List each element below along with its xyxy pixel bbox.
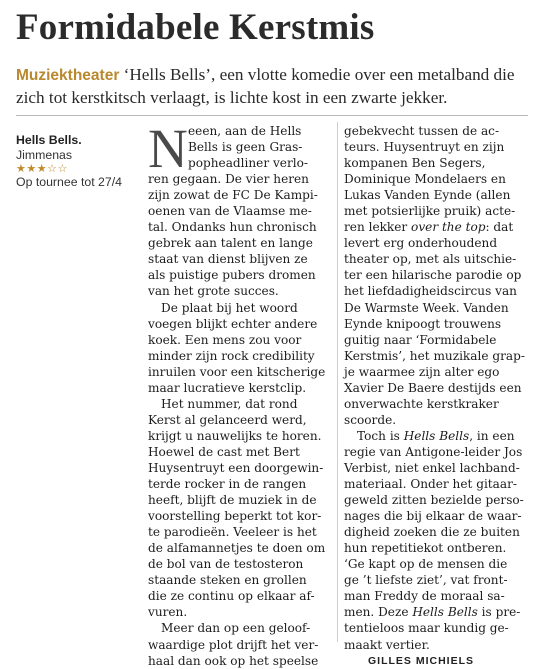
- body-line: [148, 203, 330, 219]
- text-run: theater op, met als uitschie-: [344, 252, 517, 267]
- body-line: [344, 572, 530, 588]
- body-line: [148, 348, 330, 364]
- body-line: [344, 620, 530, 636]
- text-run: scoorde.: [344, 412, 397, 427]
- text-run: als puistige pubers dromen: [148, 268, 316, 283]
- body-line: [148, 332, 330, 348]
- text-run: ‘Ge kapt op de mensen die: [344, 557, 508, 572]
- text-run: voorstelling beperkt tot kor-: [148, 509, 322, 524]
- body-line: [344, 460, 530, 476]
- body-line: [344, 332, 530, 348]
- text-run: Het nummer, dat rond: [161, 396, 298, 411]
- body-line: [344, 235, 530, 251]
- text-run: materiaal. Onder het gitaar-: [344, 477, 517, 492]
- body-line: [148, 267, 330, 283]
- body-line: [148, 476, 330, 492]
- text-run: inruilen voor een kitscherige: [148, 364, 326, 379]
- text-run: Toch is: [357, 428, 404, 443]
- text-run: te parodieën. Veeleer is het: [148, 525, 317, 540]
- body-line: [344, 508, 530, 524]
- text-run: terde rocker in de rangen: [148, 477, 307, 492]
- body-line: [148, 492, 330, 508]
- body-line: [344, 524, 530, 540]
- show-title: Hells Bells.: [16, 133, 82, 147]
- body-line: [344, 444, 530, 460]
- article-lede: [16, 64, 528, 108]
- body-line: [148, 155, 330, 171]
- body-line: [344, 123, 530, 139]
- text-run: Eynde knipoogt trouwens: [344, 316, 502, 331]
- body-line: [344, 588, 530, 604]
- text-run: Kerstmis’, het muzikale grap-: [344, 348, 525, 363]
- text-run: hun repetitiekot ontberen.: [344, 541, 507, 556]
- body-line: [148, 219, 330, 235]
- body-line: [344, 637, 530, 653]
- text-run: je waarmee zijn alter ego: [344, 364, 500, 379]
- body-line: [148, 460, 330, 476]
- text-run: is pre-: [477, 605, 521, 620]
- text-run: tal. Ondanks hun chronisch: [148, 220, 317, 235]
- text-run: ge ’t liefste ziet’, vat front-: [344, 573, 508, 588]
- text-run: Kerst al gelanceerd werd,: [148, 412, 307, 427]
- text-run: minder zijn rock credibility: [148, 348, 315, 363]
- text-run: Lukas Vanden Eynde (allen: [344, 188, 511, 203]
- drop-cap: N: [148, 118, 188, 179]
- text-run: Verbist, niet enkel lachband-: [344, 460, 520, 475]
- body-line: [148, 300, 330, 316]
- text-run: de alfamannetjes te doen om: [148, 541, 326, 556]
- body-line: [344, 300, 530, 316]
- text-run: eeen, aan de Hells: [188, 124, 302, 138]
- body-line: [148, 653, 330, 669]
- body-line: [344, 604, 530, 620]
- text-run: van het grote succes.: [148, 284, 279, 299]
- body-line: [344, 187, 530, 203]
- body-line: [148, 396, 330, 412]
- body-line: [344, 556, 530, 572]
- text-run: heeft, blijft de muziek in de: [148, 493, 317, 508]
- body-line: [344, 283, 530, 299]
- text-run: popheadliner verlo-: [188, 156, 308, 171]
- body-line: [344, 476, 530, 492]
- body-line: [344, 267, 530, 283]
- body-line: [148, 283, 330, 299]
- body-line: [344, 492, 530, 508]
- company-name: Jimmenas: [16, 148, 73, 162]
- body-line: [148, 572, 330, 588]
- text-run: De Warmste Week. Vanden: [344, 300, 509, 315]
- text-run: haal dan ook op het speelse: [148, 653, 319, 668]
- text-run: voegen blijkt echter andere: [148, 316, 318, 331]
- text-run: ren gegaan. De vier heren: [148, 172, 309, 187]
- text-run: gebrek aan talent en lange: [148, 236, 313, 251]
- body-line: [148, 412, 330, 428]
- text-run: de bol van de testosteron: [148, 557, 304, 572]
- text-run: Xavier De Baere destijds een: [344, 380, 522, 395]
- author-byline: GILLES MICHIELS: [368, 654, 475, 667]
- body-line: [148, 123, 330, 139]
- body-line: [344, 316, 530, 332]
- body-line: [148, 364, 330, 380]
- text-run: guitig naar ‘Formidabele: [344, 332, 497, 347]
- body-line: [148, 235, 330, 251]
- text-run: ter een hilarische parodie op: [344, 268, 522, 283]
- text-run: zijn zowat de FC De Kampi-: [148, 188, 318, 203]
- text-run: man Freddy de moraal sa-: [344, 589, 505, 604]
- text-run: ren lekker: [344, 220, 412, 235]
- article-column-2: [344, 123, 530, 669]
- text-run: De plaat bij het woord: [161, 300, 298, 315]
- text-run: met potsierlijke pruik) acte-: [344, 204, 516, 219]
- body-line: [344, 428, 530, 444]
- text-run: Hoewel de cast met Bert: [148, 444, 300, 459]
- body-line: [344, 155, 530, 171]
- text-run: krijgt u nauwelijks te horen.: [148, 428, 322, 443]
- text-run: koek. Een mens zou voor: [148, 332, 302, 347]
- italic-text: Hells Bells: [412, 605, 478, 620]
- body-line: [148, 444, 330, 460]
- body-line: [344, 396, 530, 412]
- body-line: [344, 412, 530, 428]
- body-line: [148, 316, 330, 332]
- body-line: [148, 556, 330, 572]
- text-run: , in een: [469, 428, 515, 443]
- lede-text: ‘Hells Bells’, een vlotte komedie over een metalband die zich tot kerstkitsch verlaagt, is lichte kost in een zwarte jekker.: [16, 65, 515, 107]
- body-line: [344, 540, 530, 556]
- text-run: Meer dan op een geloof-: [161, 621, 311, 636]
- text-run: oenen van de Vlaamse me-: [148, 204, 312, 219]
- text-run: levert erg onderhoudend: [344, 236, 498, 251]
- text-run: : dat: [485, 220, 514, 235]
- text-run: gebekvecht tussen de ac-: [344, 124, 500, 138]
- italic-text: over the top: [411, 220, 486, 235]
- column-divider: [337, 122, 338, 642]
- text-run: onverwachte kerstkraker: [344, 396, 499, 411]
- body-line: [344, 251, 530, 267]
- text-run: staat van dienst blijven ze: [148, 252, 308, 267]
- text-run: vuren.: [148, 605, 188, 620]
- text-run: geweld zitten bezielde perso-: [344, 493, 524, 508]
- body-line: [344, 139, 530, 155]
- body-line: [344, 171, 530, 187]
- body-line: [148, 380, 330, 396]
- text-run: teurs. Huysentruyt en zijn: [344, 140, 505, 155]
- body-line: [148, 171, 330, 187]
- text-run: tentieloos maar kundig ge-: [344, 621, 509, 636]
- article-title: Formidabele Kerstmis: [16, 7, 375, 48]
- review-info-box: [16, 133, 134, 190]
- text-run: die ze continu op elkaar af-: [148, 589, 315, 604]
- text-run: kompanen Ben Segers,: [344, 156, 486, 171]
- italic-text: Hells Bells: [403, 428, 470, 443]
- text-run: nages die bij elkaar de waar-: [344, 509, 522, 524]
- text-run: digheid zoeken die ze buiten: [344, 525, 520, 540]
- text-run: regie van Antigone-leider Jos: [344, 444, 523, 459]
- body-line: [148, 540, 330, 556]
- text-run: men. Deze: [344, 605, 413, 620]
- text-run: staande steken en grollen: [148, 573, 307, 588]
- body-line: [148, 251, 330, 267]
- body-line: [148, 524, 330, 540]
- text-run: Bells is geen Gras-: [188, 140, 303, 155]
- text-run: Dominique Mondelaers en: [344, 172, 506, 187]
- text-run: Huysentruyt een doorgewin-: [148, 460, 324, 475]
- body-line: [344, 380, 530, 396]
- body-line: [148, 428, 330, 444]
- body-line: [344, 348, 530, 364]
- article-column-1: [148, 118, 330, 669]
- body-line: [344, 203, 530, 219]
- body-line: [148, 604, 330, 620]
- text-run: maakt vertier.: [344, 637, 430, 652]
- body-line: [148, 620, 330, 636]
- body-line: [148, 637, 330, 653]
- text-run: het liefdadigheidscircus van: [344, 284, 517, 299]
- rating-stars: ★★★☆☆: [16, 163, 68, 175]
- header-divider: [16, 115, 528, 116]
- body-line: [148, 508, 330, 524]
- body-line: [148, 588, 330, 604]
- text-run: waardige plot drijft het ver-: [148, 637, 319, 652]
- text-run: maar lucratieve kerstclip.: [148, 380, 307, 395]
- body-line: [344, 219, 530, 235]
- tour-dates: Op tournee tot 27/4: [16, 175, 122, 189]
- body-line: [148, 187, 330, 203]
- section-kicker: Muziektheater: [16, 67, 120, 84]
- body-line: [344, 364, 530, 380]
- body-line: [148, 139, 330, 155]
